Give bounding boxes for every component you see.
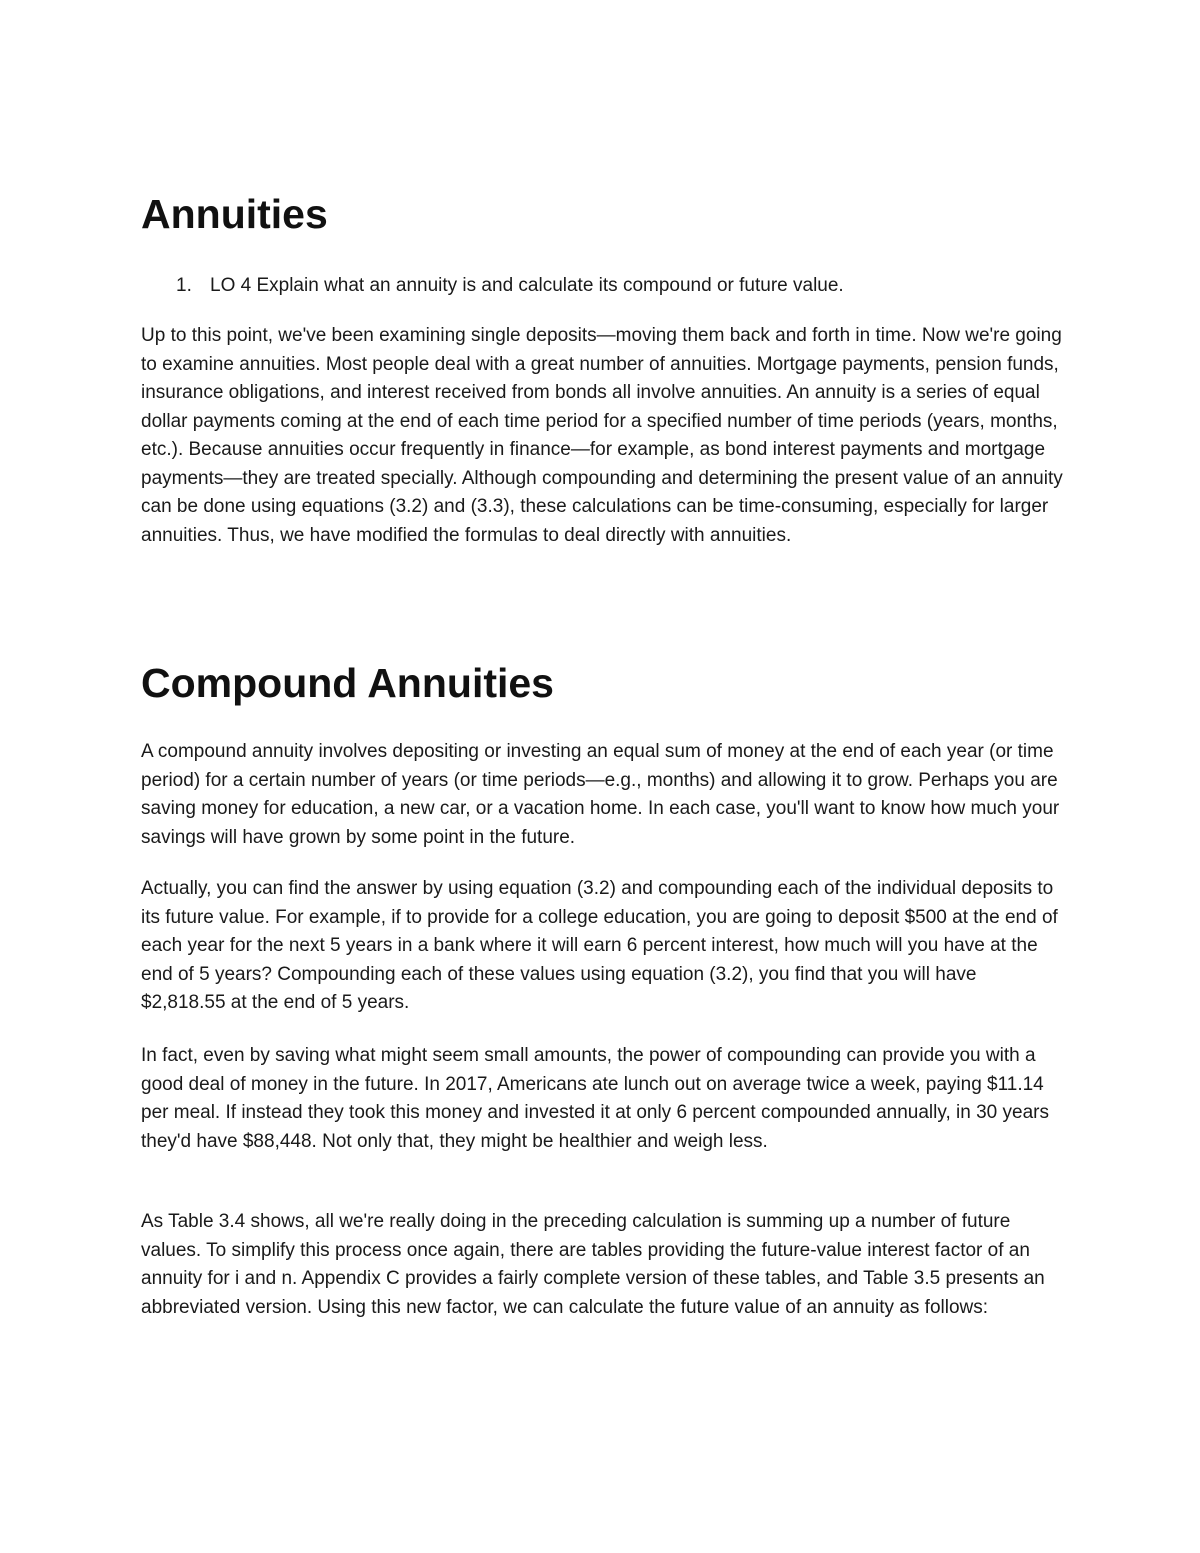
- section-heading-compound-annuities: Compound Annuities: [141, 660, 554, 706]
- list-item-number: 1.: [176, 275, 192, 296]
- intro-paragraph: Up to this point, we've been examining single deposits—moving them back and forth in time. Now we're going to examine annuities. Most people deal with a great number of annuities. Mortgage payments, pension funds, insurance obligations, and interest received from bonds all involve annuities. An annuity is a series of equal dollar payments coming at the end of each time period for a specified number of time periods (years, months, etc.). Because annuities occur frequently in finance—for example, as bond interest payments and mortgage payments—they are treated specially. Although compounding and determining the present value of an annuity can be done using equations (3.2) and (3.3), these calculations can be time-consuming, especially for larger annuities. Thus, we have modified the formulas to deal directly with annuities.: [141, 325, 1063, 546]
- paragraph: Actually, you can find the answer by using equation (3.2) and compounding each of the individual deposits to its future value. For example, if to provide for a college education, you are going to deposit $500 at the end of each year for the next 5 years in a bank where it will earn 6 percent interest, how much will you have at the end of 5 years? Compounding each of these values using equation (3.2), you find that you will have $2,818.55 at the end of 5 years.: [141, 878, 1058, 1013]
- paragraph: In fact, even by saving what might seem small amounts, the power of compounding can provide you with a good deal of money in the future. In 2017, Americans ate lunch out on average twice a week, paying $11.14 per meal. If instead they took this money and invested it at only 6 percent compounded annually, in 30 years they'd have $88,448. Not only that, they might be healthier and weigh less.: [141, 1045, 1049, 1152]
- section-heading-annuities: Annuities: [141, 191, 328, 237]
- paragraph: A compound annuity involves depositing or investing an equal sum of money at the end of each year (or time period) for a certain number of years (or time periods—e.g., months) and allowing it to grow. Perhaps you are saving money for education, a new car, or a vacation home. In each case, you'll want to know how much your savings will have grown by some point in the future.: [141, 741, 1060, 848]
- paragraph: As Table 3.4 shows, all we're really doing in the preceding calculation is summing up a number of future values. To simplify this process once again, there are tables providing the future-value interest factor of an annuity for i and n. Appendix C provides a fairly complete version of these tables, and Table 3.5 presents an abbreviated version. Using this new factor, we can calculate the future value of an annuity as follows:: [141, 1211, 1045, 1318]
- list-item: [176, 272, 844, 301]
- list-item-text: LO 4 Explain what an annuity is and calculate its compound or future value.: [210, 275, 844, 296]
